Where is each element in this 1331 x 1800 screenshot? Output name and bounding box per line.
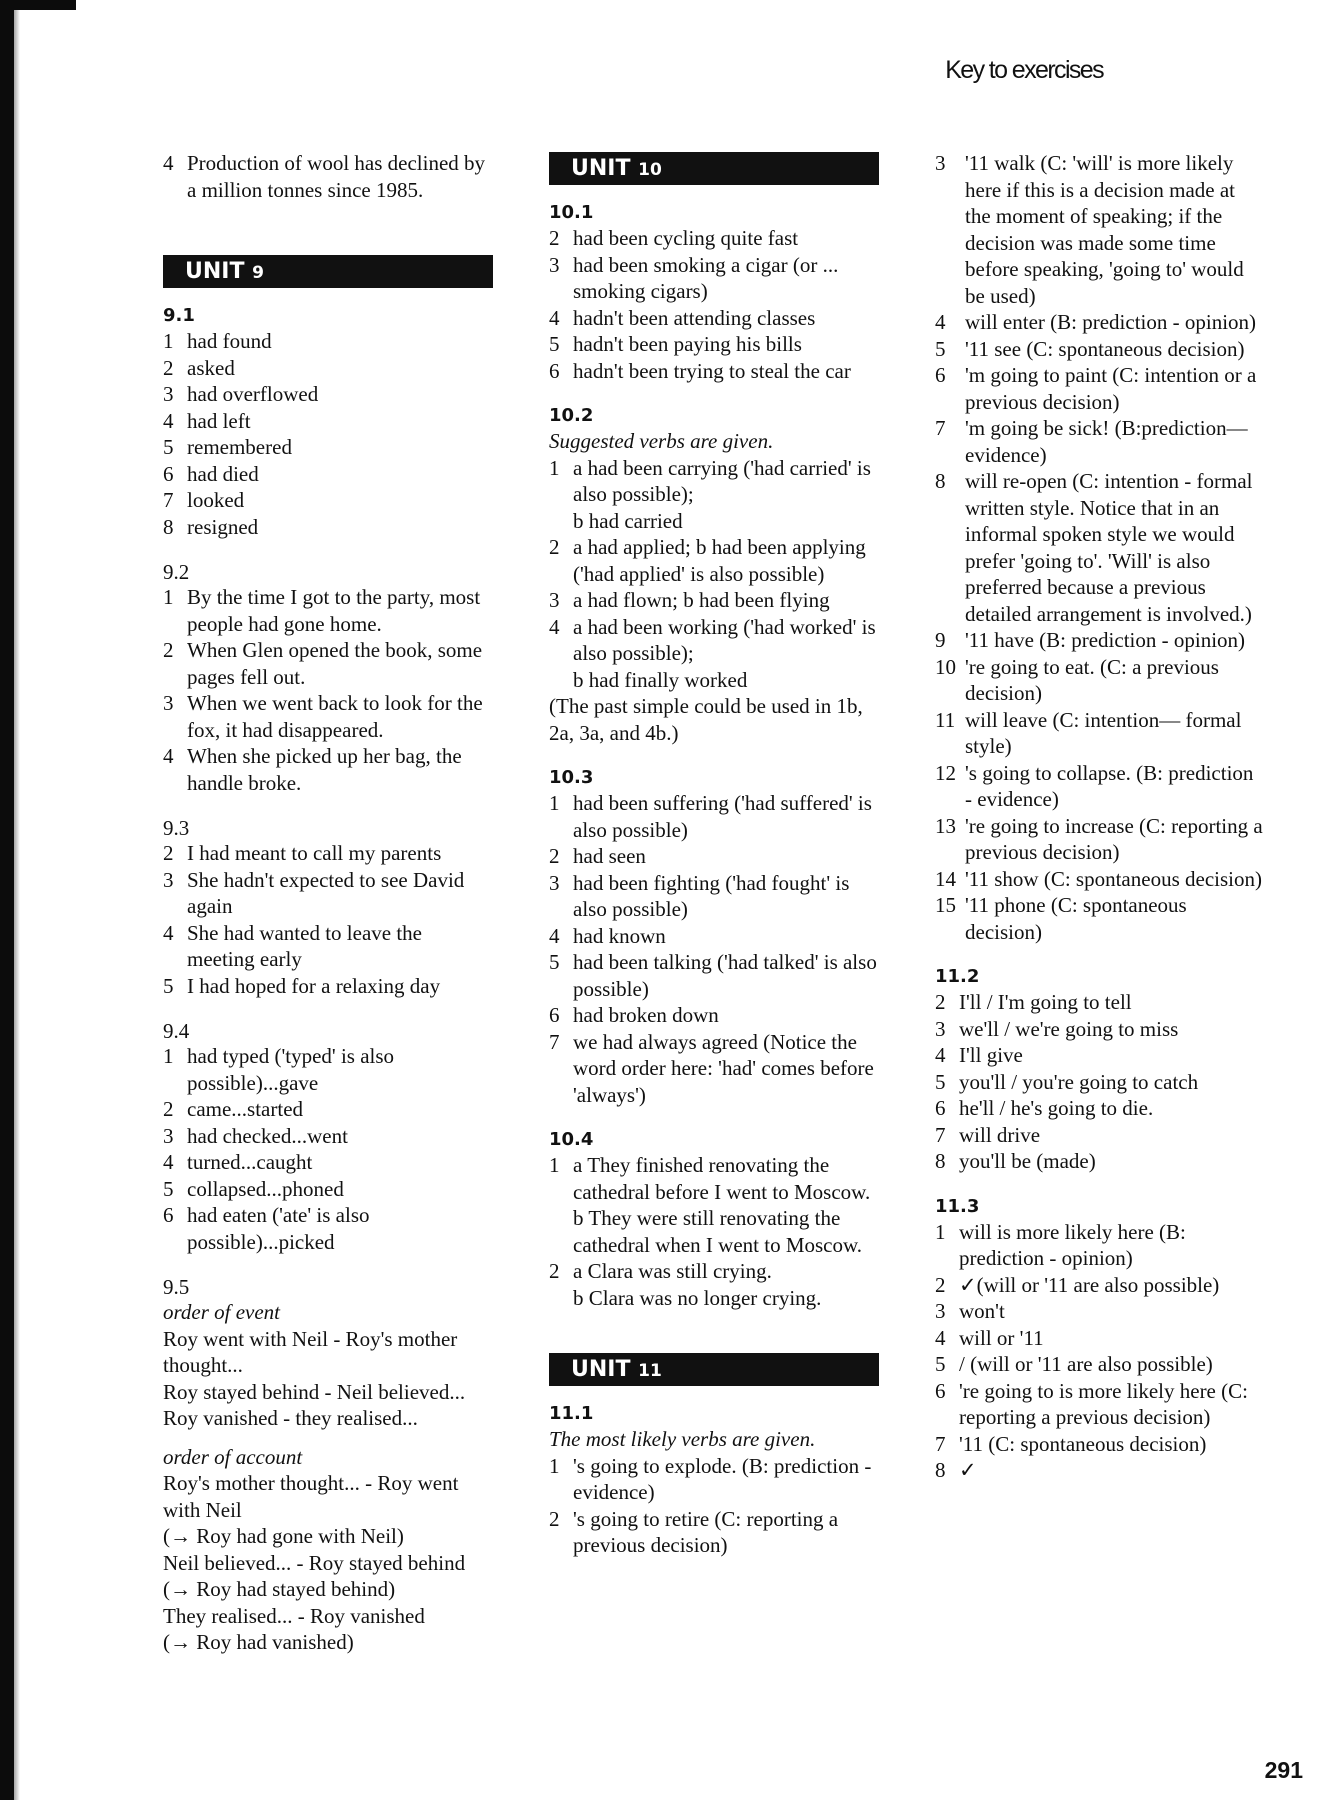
item-number: 14	[935, 866, 956, 891]
item-text: / (will or '11 are also possible)	[959, 1352, 1213, 1376]
section-9-4	[163, 1043, 493, 1255]
item-number: 7	[163, 488, 174, 512]
item-number: 4	[549, 614, 560, 639]
item-text: When Glen opened the book, some pages fell out.	[187, 638, 483, 689]
item-number: 6	[163, 1203, 174, 1227]
list-item	[549, 923, 879, 950]
list-item	[549, 1453, 879, 1506]
item-number: 6	[935, 1096, 946, 1120]
item-number: 2	[549, 1506, 560, 1531]
item-text: had been cycling quite fast	[573, 226, 799, 250]
item-text: '11 phone (C: spontaneous decision)	[965, 893, 1187, 944]
item-text: you'll / you're going to catch	[959, 1069, 1199, 1094]
item-number: 5	[163, 1176, 174, 1201]
item-number: 1	[549, 1453, 560, 1478]
item-number: 5	[935, 1352, 946, 1376]
item-number: 2	[163, 638, 174, 662]
list-item	[549, 843, 879, 870]
list-item	[549, 790, 879, 843]
list-item	[935, 760, 1265, 813]
section-title: 9.5	[163, 1275, 190, 1299]
section-9-1	[163, 328, 493, 540]
item-text: '11 see (C: spontaneous decision)	[965, 336, 1245, 361]
item-number: 4	[163, 744, 174, 768]
list-item	[935, 1042, 1265, 1069]
list-item	[549, 1506, 879, 1559]
list-item	[549, 331, 879, 358]
list-item	[163, 1149, 493, 1176]
item-text: 'm going to paint (C: intention or a previous decision)	[965, 363, 1257, 414]
unit-11-banner: UNIT 11	[549, 1353, 879, 1386]
section-label: order of event	[163, 1300, 281, 1324]
item-text: When she picked up her bag, the handle broke.	[187, 744, 462, 795]
item-text: '11 show (C: spontaneous decision)	[965, 866, 1262, 891]
item-number: 7	[935, 416, 946, 440]
section-title: 9.1	[163, 305, 195, 326]
item-number: 2	[549, 535, 560, 559]
item-text: had been fighting ('had fought' is also possible)	[573, 870, 850, 921]
text-line: (→ Roy had gone with Neil)	[163, 1524, 404, 1548]
list-item	[163, 637, 493, 690]
item-text: a They finished renovating the cathedral before I went to Moscow. b They were still renovating the cathedral when I went to Moscow.	[573, 1153, 871, 1257]
item-number: 7	[935, 1122, 946, 1147]
item-text: turned...caught	[187, 1150, 313, 1174]
item-text: She had wanted to leave the meeting early	[187, 920, 422, 971]
item-text: a had been carrying ('had carried' is also possible);	[573, 455, 871, 506]
item-text: asked	[187, 355, 235, 380]
item-text: had died	[187, 461, 259, 486]
item-text: you'll be (made)	[959, 1149, 1096, 1173]
item-text: had known	[573, 923, 666, 948]
list-item	[935, 468, 1265, 627]
list-item	[549, 587, 879, 614]
item-number: 5	[163, 973, 174, 998]
item-number: 3	[935, 1016, 946, 1041]
list-item	[163, 1123, 493, 1150]
item-number: 3	[549, 870, 560, 895]
item-number: 5	[549, 950, 560, 974]
item-text: ✓(will or '11 are also possible)	[959, 1272, 1220, 1297]
item-text: 're going to eat. (C: a previous decision)	[965, 654, 1219, 705]
list-item	[935, 1298, 1265, 1325]
item-number: 4	[163, 1150, 174, 1174]
item-text: a had applied; b had been applying ('had applied' is also possible)	[573, 535, 866, 586]
list-item	[163, 690, 493, 743]
item-number: 2	[935, 990, 946, 1014]
item-text: hadn't been attending classes	[573, 305, 816, 330]
section-title: 9.2	[163, 560, 190, 584]
list-item	[935, 1016, 1265, 1043]
item-number: 5	[935, 1069, 946, 1094]
item-number: 15	[935, 893, 956, 917]
list-item	[163, 381, 493, 408]
item-text: had been talking ('had talked' is also possible)	[573, 950, 877, 1001]
item-subanswer: b had finally worked	[573, 667, 748, 692]
item-number: 13	[935, 813, 956, 838]
text-line: Neil believed... - Roy stayed behind	[163, 1550, 466, 1575]
section-title: 10.2	[549, 405, 594, 426]
item-text: She hadn't expected to see David again	[187, 867, 465, 918]
section-title: 11.3	[935, 1195, 980, 1217]
item-subanswer: b Clara was no longer crying.	[573, 1285, 822, 1310]
item-subanswer: b had carried	[573, 508, 683, 533]
list-item: 4 Production of wool has declined by a million tonnes since 1985.	[163, 151, 486, 202]
item-number: 5	[163, 435, 174, 459]
item-text: will enter (B: prediction - opinion)	[965, 310, 1257, 334]
list-item	[549, 455, 879, 535]
item-number: 5	[549, 332, 560, 356]
item-text: will or '11	[959, 1325, 1044, 1350]
section-10-4	[549, 1152, 879, 1311]
item-text: had eaten ('ate' is also possible)...picked	[187, 1203, 370, 1254]
item-text: had typed ('typed' is also possible)...gave	[187, 1044, 395, 1095]
item-number: 3	[163, 867, 174, 892]
list-item	[163, 867, 493, 920]
item-text: will is more likely here (B: prediction - opinion)	[959, 1219, 1186, 1270]
list-item	[935, 707, 1265, 760]
section-footer: (The past simple could be used in 1b, 2a, 3a, and 4b.)	[549, 694, 863, 745]
list-item	[549, 614, 879, 694]
item-number: 2	[163, 841, 174, 865]
item-number: 1	[549, 455, 560, 480]
item-number: 4	[935, 310, 946, 334]
text-line: (→ Roy had vanished)	[163, 1630, 354, 1654]
section-11-3	[935, 1219, 1265, 1484]
list-item	[935, 1457, 1265, 1484]
item-text: a had flown; b had been flying	[573, 588, 830, 612]
list-item	[163, 584, 493, 637]
list-item	[935, 627, 1265, 654]
item-text: '11 have (B: prediction - opinion)	[965, 628, 1246, 652]
item-number: 6	[549, 358, 560, 383]
item-number: 8	[163, 514, 174, 539]
item-number: 3	[163, 382, 174, 406]
item-text: ✓	[959, 1458, 977, 1482]
text-line: Roy vanished - they realised...	[163, 1406, 418, 1430]
item-number: 3	[163, 1123, 174, 1148]
scan-mark	[14, 0, 76, 10]
item-text: When we went back to look for the fox, it had disappeared.	[187, 691, 483, 742]
item-number: 2	[549, 1259, 560, 1283]
item-text: had been smoking a cigar (or ... smoking cigars)	[573, 252, 839, 303]
item-text: had checked...went	[187, 1123, 348, 1148]
item-number: 5	[935, 336, 946, 361]
item-number: 8	[935, 469, 946, 493]
list-item	[163, 1176, 493, 1203]
item-text: 's going to retire (C: reporting a previous decision)	[573, 1506, 839, 1557]
item-number: 1	[549, 1153, 560, 1177]
item-text: won't	[959, 1299, 1005, 1323]
account-lines	[163, 1470, 493, 1656]
item-text: 's going to explode. (B: prediction - evidence)	[573, 1453, 872, 1504]
section-10-2	[549, 455, 879, 694]
item-text: 're going to is more likely here (C: reporting a previous decision)	[959, 1378, 1248, 1429]
list-item	[163, 1202, 493, 1255]
item-number: 4	[549, 923, 560, 948]
page-number: 291	[1264, 1757, 1303, 1783]
item-text: '11 walk (C: 'will' is more likely here if this is a decision made at the moment of speaking; if the decision was made some time before speaking, 'going to' would be used)	[965, 151, 1244, 308]
list-item	[935, 1351, 1265, 1378]
item-text: a Clara was still crying.	[573, 1259, 772, 1283]
item-text: had broken down	[573, 1003, 719, 1027]
item-number: 8	[935, 1149, 946, 1173]
item-text: came...started	[187, 1097, 304, 1121]
list-item	[163, 514, 493, 541]
section-title: 9.3	[163, 816, 190, 840]
list-item	[935, 1325, 1265, 1352]
item-number: 2	[549, 844, 560, 868]
item-number: 1	[163, 329, 174, 353]
section-title: 10.3	[549, 767, 594, 788]
list-item	[935, 866, 1265, 893]
item-number: 6	[163, 461, 174, 486]
section-title: 10.4	[549, 1129, 594, 1150]
list-item	[163, 461, 493, 488]
section-11-2	[935, 989, 1265, 1175]
section-10-3	[549, 790, 879, 1108]
list-item	[163, 840, 493, 867]
item-number: 4	[935, 1043, 946, 1067]
list-item	[935, 1378, 1265, 1431]
item-text: collapsed...phoned	[187, 1176, 344, 1201]
item-text: resigned	[187, 514, 259, 539]
item-text: had seen	[573, 844, 646, 868]
list-item	[935, 892, 1265, 945]
item-number: 6	[935, 1378, 946, 1403]
list-item	[935, 336, 1265, 363]
item-number: 1	[935, 1219, 946, 1244]
list-item	[935, 1272, 1265, 1299]
item-number: 4	[163, 920, 174, 945]
list-item	[163, 408, 493, 435]
item-number: 2	[163, 355, 174, 380]
item-text: By the time I got to the party, most people had gone home.	[187, 585, 481, 636]
item-number: 2	[163, 1097, 174, 1121]
item-number: 8	[935, 1458, 946, 1482]
list-item	[935, 309, 1265, 336]
list-item	[935, 1219, 1265, 1272]
item-text: 'm going be sick! (B:prediction—evidence)	[965, 416, 1248, 467]
item-text: looked	[187, 488, 245, 512]
list-item	[935, 813, 1265, 866]
section-9-3	[163, 840, 493, 999]
section-11-1-continued	[935, 150, 1265, 945]
event-lines	[163, 1326, 493, 1432]
item-text: we had always agreed (Notice the word order here: 'had' comes before 'always')	[573, 1029, 874, 1107]
item-text: had left	[187, 408, 251, 433]
item-number: 2	[549, 226, 560, 250]
item-number: 12	[935, 760, 956, 785]
list-item	[549, 1152, 879, 1258]
list-item	[935, 1431, 1265, 1458]
column-right	[935, 150, 1265, 1484]
list-item	[163, 920, 493, 973]
list-item	[549, 252, 879, 305]
section-note: The most likely verbs are given.	[549, 1427, 816, 1451]
item-text: I had hoped for a relaxing day	[187, 973, 441, 998]
item-text: he'll / he's going to die.	[959, 1096, 1154, 1120]
running-header: Key to exercises	[945, 56, 1103, 84]
text-line: (→ Roy had stayed behind)	[163, 1577, 396, 1601]
item-text: '11 (C: spontaneous decision)	[959, 1431, 1207, 1456]
list-item	[935, 1069, 1265, 1096]
item-number: 2	[935, 1272, 946, 1297]
list-item	[549, 1258, 879, 1311]
list-item	[935, 150, 1265, 309]
item-number: 1	[163, 585, 174, 609]
list-item	[935, 654, 1265, 707]
item-number: 1	[549, 791, 560, 815]
item-number: 4	[163, 408, 174, 433]
item-text: will leave (C: intention— formal style)	[965, 707, 1242, 758]
item-number: 3	[549, 252, 560, 277]
item-text: 're going to increase (C: reporting a previous decision)	[965, 813, 1263, 864]
list-item	[935, 1095, 1265, 1122]
list-item	[549, 949, 879, 1002]
item-number: 3	[549, 588, 560, 612]
list-item	[935, 1122, 1265, 1149]
item-number: 6	[549, 1003, 560, 1027]
list-item	[163, 434, 493, 461]
item-text: remembered	[187, 435, 292, 459]
list-item	[549, 305, 879, 332]
list-item	[163, 1096, 493, 1123]
list-item	[549, 1002, 879, 1029]
section-title: 11.2	[935, 966, 980, 987]
item-text: I'll / I'm going to tell	[959, 990, 1132, 1014]
section-note: Suggested verbs are given.	[549, 429, 774, 453]
item-number: 1	[163, 1044, 174, 1068]
list-item	[935, 415, 1265, 468]
item-text: had found	[187, 329, 272, 353]
item-number: 9	[935, 628, 946, 652]
section-11-1	[549, 1453, 879, 1559]
unit-10-banner: UNIT 10	[549, 152, 879, 185]
list-item	[935, 1148, 1265, 1175]
text-line: Roy stayed behind - Neil believed...	[163, 1379, 466, 1404]
list-item	[163, 973, 493, 1000]
section-title: 10.1	[549, 202, 594, 223]
section-title: 11.1	[549, 1403, 594, 1424]
section-label: order of account	[163, 1444, 303, 1469]
item-text: hadn't been trying to steal the car	[573, 358, 851, 383]
column-left	[163, 150, 493, 1656]
section-9-2	[163, 584, 493, 796]
item-text: 's going to collapse. (B: prediction - evidence)	[965, 760, 1254, 811]
item-number: 3	[163, 691, 174, 715]
text-line: They realised... - Roy vanished	[163, 1603, 425, 1628]
list-item	[549, 534, 879, 587]
item-number: 7	[935, 1431, 946, 1456]
list-item	[163, 1043, 493, 1096]
item-text: I'll give	[959, 1043, 1023, 1067]
item-text: we'll / we're going to miss	[959, 1016, 1179, 1041]
list-item	[163, 487, 493, 514]
list-item	[935, 362, 1265, 415]
text-line: Roy went with Neil - Roy's mother thought...	[163, 1326, 458, 1377]
item-text: I had meant to call my parents	[187, 841, 442, 865]
item-number: 11	[935, 707, 956, 732]
list-item	[549, 225, 879, 252]
item-text: a had been working ('had worked' is also possible);	[573, 614, 876, 665]
list-item	[549, 1029, 879, 1109]
item-number: 7	[549, 1029, 560, 1054]
item-text: had been suffering ('had suffered' is also possible)	[573, 791, 872, 842]
section-10-1	[549, 225, 879, 384]
item-number: 4	[549, 305, 560, 330]
unit-9-banner: UNIT 9	[163, 255, 493, 288]
item-number: 10	[935, 654, 956, 679]
text-line: Roy's mother thought... - Roy went with Neil	[163, 1471, 459, 1522]
list-item	[549, 358, 879, 385]
item-text: will drive	[959, 1122, 1041, 1147]
list-item	[935, 989, 1265, 1016]
item-number: 6	[935, 363, 946, 387]
list-item	[163, 328, 493, 355]
scan-edge	[0, 0, 14, 1800]
list-item	[163, 743, 493, 796]
item-text: had overflowed	[187, 382, 319, 406]
list-item	[163, 355, 493, 382]
item-number: 4	[935, 1325, 946, 1350]
list-item	[549, 870, 879, 923]
item-text: hadn't been paying his bills	[573, 332, 802, 356]
section-title: 9.4	[163, 1019, 190, 1043]
item-number: 3	[935, 1299, 946, 1323]
item-text: will re-open (C: intention - formal written style. Notice that in an informal spoken style we would prefer 'going to'. 'Will' is also preferred because a previous detailed arrangement is involved.)	[965, 469, 1253, 626]
item-number: 3	[935, 151, 946, 175]
column-middle	[549, 150, 879, 1559]
